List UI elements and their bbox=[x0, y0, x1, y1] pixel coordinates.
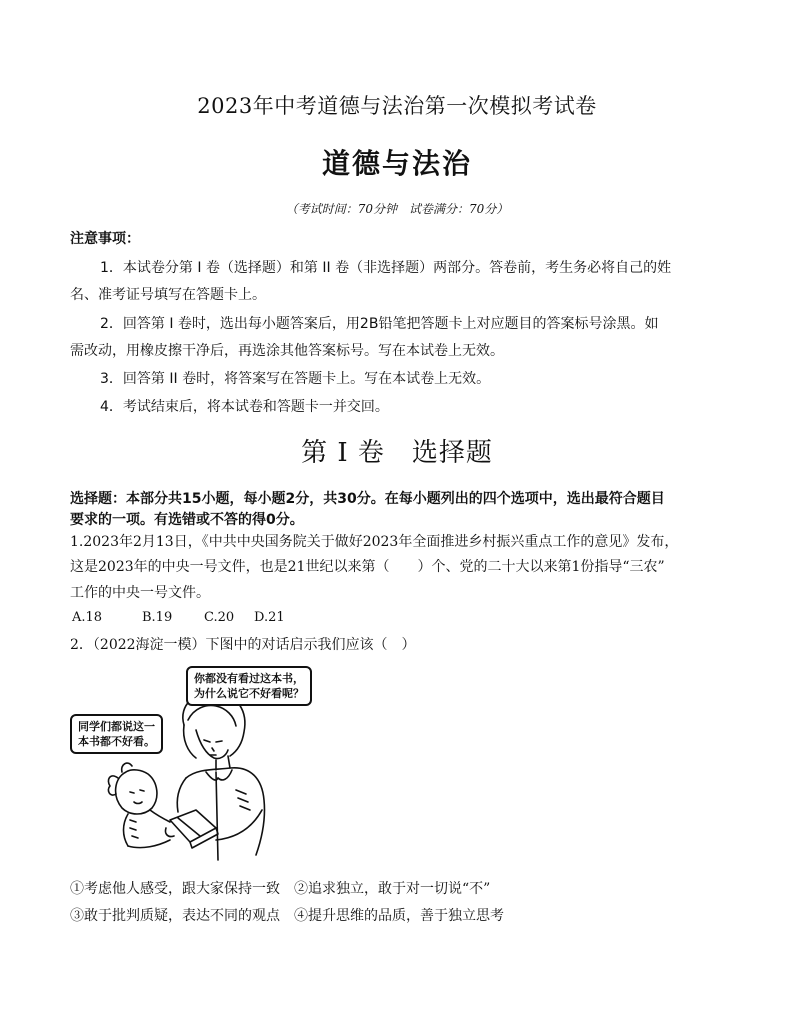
notice-heading: 注意事项： bbox=[70, 231, 140, 247]
section-intro-line: 要求的一项。有选错或不答的得0分。 bbox=[70, 512, 304, 528]
child-speech-bubble bbox=[70, 714, 163, 754]
notice-line: 2．回答第 I 卷时，选出每小题答案后，用2B铅笔把答题卡上对应题目的答案标号涂黑。如 bbox=[100, 316, 659, 332]
section-title: 第 I 卷 选择题 bbox=[301, 438, 493, 468]
q1-stem-line: 1.2023年2月13日，《中共中央国务院关于做好2023年全面推进乡村振兴重点工作的意见》发布， bbox=[70, 534, 679, 550]
notice-line: 名、准考证号填写在答题卡上。 bbox=[70, 287, 266, 303]
notice-line: 1．本试卷分第 I 卷（选择题）和第 II 卷（非选择题）两部分。答卷前，考生务必将自己的姓 bbox=[100, 260, 672, 276]
q1-option-a: A.18 bbox=[72, 610, 103, 625]
q1-option-b: B.19 bbox=[142, 610, 173, 625]
child-speech-line: 本书都不好看。 bbox=[78, 735, 155, 748]
section-intro-line: 选择题：本部分共15小题，每小题2分，共30分。在每小题列出的四个选项中，选出最符合题目 bbox=[70, 491, 665, 507]
q1-option-c: C.20 bbox=[204, 610, 235, 625]
q1-stem-line: 这是2023年的中央一号文件，也是21世纪以来第（ ）个、党的二十大以来第1份指导“三农” bbox=[70, 559, 665, 575]
mother-speech-bubble bbox=[186, 666, 312, 706]
child-speech-line: 同学们都说这一 bbox=[78, 720, 155, 733]
exam-info: （考试时间：70分钟 试卷满分：70分） bbox=[285, 202, 509, 216]
dialogue-illustration bbox=[66, 660, 336, 870]
q2-stem: 2．（2022海淀一模）下图中的对话启示我们应该（ ） bbox=[70, 637, 416, 653]
notice-line: 4．考试结束后，将本试卷和答题卡一并交回。 bbox=[100, 399, 389, 415]
q2-choice-line: ③敢于批判质疑，表达不同的观点 ④提升思维的品质，善于独立思考 bbox=[70, 908, 504, 924]
q1-stem-line: 工作的中央一号文件。 bbox=[70, 585, 210, 601]
q2-choice-line: ①考虑他人感受，跟大家保持一致 ②追求独立，敢于对一切说“不” bbox=[70, 881, 491, 897]
q1-option-d: D.21 bbox=[254, 610, 285, 625]
mother-speech-line: 你都没有看过这本书， bbox=[194, 672, 304, 685]
mother-speech-line: 为什么说它不好看呢？ bbox=[194, 687, 304, 700]
notice-line: 需改动，用橡皮擦干净后，再选涂其他答案标号。写在本试卷上无效。 bbox=[70, 343, 504, 359]
subject-title: 道德与法治 bbox=[321, 147, 472, 180]
notice-line: 3．回答第 II 卷时，将答案写在答题卡上。写在本试卷上无效。 bbox=[100, 371, 491, 387]
exam-title: 2023年中考道德与法治第一次模拟考试卷 bbox=[197, 94, 597, 118]
